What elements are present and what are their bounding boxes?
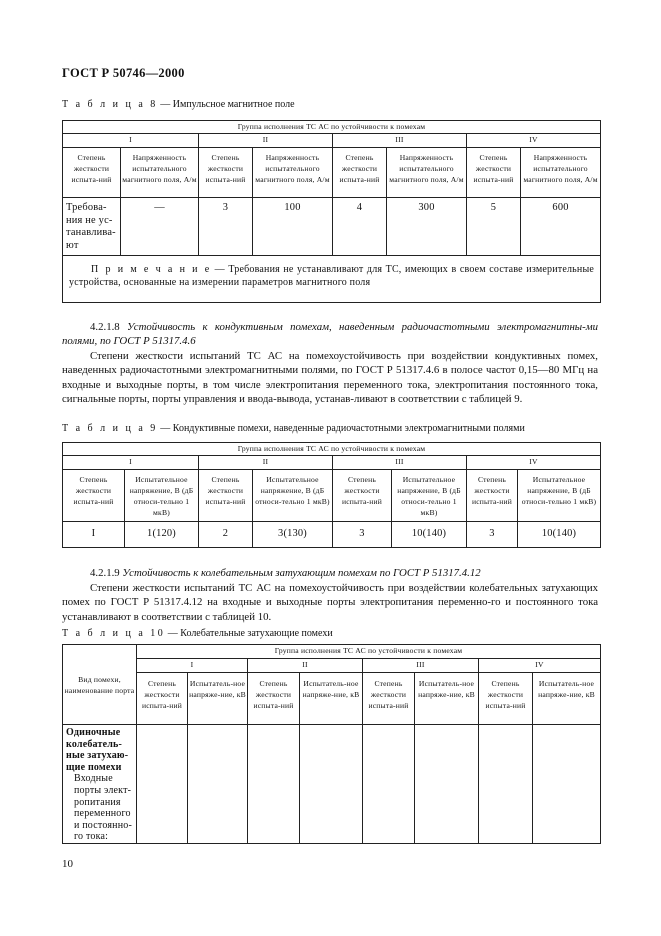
table10-col-value: Испытатель-ное напряже-ние, кВ bbox=[188, 673, 248, 725]
document-header: ГОСТ Р 50746—2000 bbox=[62, 66, 185, 80]
section-4218-title bbox=[62, 320, 598, 349]
table10-group-iv: IV bbox=[479, 659, 601, 673]
table8-row-label: Требова-ния не ус-танавлива-ют bbox=[63, 198, 121, 256]
table9-col-degree: Степень жесткости испыта-ний bbox=[467, 470, 518, 522]
table10-caption-title: — Колебательные затухающие помехи bbox=[165, 628, 333, 639]
table10-col-degree: Степень жесткости испыта-ний bbox=[248, 673, 300, 725]
table8-group-ii: II bbox=[199, 134, 333, 148]
table10-group-i: I bbox=[137, 659, 248, 673]
table8-col-value: Напряженность испытательного магнитного поля, А/м bbox=[521, 148, 601, 198]
table10-row-title: Одиночные колебатель-ные затухаю-щие помехи bbox=[66, 727, 129, 773]
table10-cell-empty bbox=[533, 725, 601, 844]
table8-cell: — bbox=[121, 198, 199, 256]
table10-cell-empty bbox=[415, 725, 479, 844]
table8-col-degree: Степень жесткости испыта-ний bbox=[63, 148, 121, 198]
table10-cell-empty bbox=[300, 725, 363, 844]
table10-caption bbox=[62, 628, 333, 639]
table8-caption-lead: Т а б л и ц а 8 bbox=[62, 99, 158, 110]
table10-cell-empty bbox=[248, 725, 300, 844]
table9-col-degree: Степень жесткости испыта-ний bbox=[333, 470, 392, 522]
section-4219-title bbox=[62, 566, 598, 580]
table10-row-subtitle: Входные порты элект-ропитания переменного и постоянно-го тока: bbox=[74, 773, 132, 843]
section-4218-text: Степени жесткости испытаний ТС АС на помехоустойчивость при воздействии кондуктивных помех, наведенных радиочастотными электромагнитными полями, по ГОСТ Р 51317.4.6 в полосе частот 0,15—80 МГц на входные и выходные порты, в том числе электропитания переменного тока, электропитания постоянного тока, сигнальные порты, порты управления и ввода-вывода, устанав-ливают в соответствии с таблицей 9. bbox=[62, 350, 598, 406]
table8-col-value: Напряженность испытательного магнитного поля, А/м bbox=[253, 148, 333, 198]
table9-group-iii: III bbox=[333, 456, 467, 470]
table9-cell: 3 bbox=[333, 522, 392, 548]
table9-group-i: I bbox=[63, 456, 199, 470]
table8-cell: 5 bbox=[467, 198, 521, 256]
table8-col-degree: Степень жесткости испыта-ний bbox=[333, 148, 387, 198]
table8-note-text: — Требования не устанавливают для ТС, имеющих в своем составе измерительные устройства, основанные на измерении параметров магнитного поля bbox=[69, 264, 595, 288]
section-4219-text: Степени жесткости испытаний ТС АС на помехоустойчивость при воздействии колебательных затухающих помех по ГОСТ Р 51317.4.12 на входные и выходные порты электропитания переменно-го и постоянного тока устанавливают в соответствии с таблицей 10. bbox=[62, 582, 598, 623]
table9-group-iv: IV bbox=[467, 456, 601, 470]
table9-col-value: Испытательное напряжение, В (дБ относи-тельно 1 мкВ) bbox=[392, 470, 467, 522]
table9-caption bbox=[62, 423, 525, 434]
table8-group-iii: III bbox=[333, 134, 467, 148]
table8-cell: 300 bbox=[387, 198, 467, 256]
table8-col-value: Напряженность испытательного магнитного поля, А/м bbox=[387, 148, 467, 198]
table9-col-degree: Степень жесткости испыта-ний bbox=[63, 470, 125, 522]
table8-group-iv: IV bbox=[467, 134, 601, 148]
table9-col-degree: Степень жесткости испыта-ний bbox=[199, 470, 253, 522]
table8-col-degree: Степень жесткости испыта-ний bbox=[199, 148, 253, 198]
table9-cell: 10(140) bbox=[518, 522, 601, 548]
table10-group-ii: II bbox=[248, 659, 363, 673]
section-4219-body bbox=[62, 581, 598, 624]
table9-col-value: Испытательное напряжение, В (дБ относи-тельно 1 мкВ) bbox=[518, 470, 601, 522]
table9-cell: 3(130) bbox=[253, 522, 333, 548]
table10-caption-lead: Т а б л и ц а 10 bbox=[62, 628, 166, 639]
table10-col-value: Испытатель-ное напряже-ние, кВ bbox=[533, 673, 601, 725]
table10 bbox=[62, 644, 601, 844]
table8-caption-title: — Импульсное магнитное поле bbox=[157, 99, 295, 110]
table10-cell-empty bbox=[479, 725, 533, 844]
table8-note-lead: П р и м е ч а н и е bbox=[91, 264, 212, 275]
table10-col-value: Испытатель-ное напряже-ние, кВ bbox=[300, 673, 363, 725]
table10-cell-empty bbox=[363, 725, 415, 844]
table9-cell: 1(120) bbox=[125, 522, 199, 548]
table8-group-header: Группа исполнения ТС АС по устойчивости к помехам bbox=[63, 121, 601, 134]
section-4219-number: 4.2.1.9 bbox=[90, 567, 120, 579]
table9-col-value: Испытательное напряжение, В (дБ относи-тельно 1 мкВ) bbox=[125, 470, 199, 522]
table10-group-header: Группа исполнения ТС АС по устойчивости к помехам bbox=[137, 645, 601, 659]
page-number: 10 bbox=[62, 858, 73, 870]
table8-caption bbox=[62, 99, 295, 110]
table9-caption-lead: Т а б л и ц а 9 bbox=[62, 423, 158, 434]
section-4219-heading: Устойчивость к колебательным затухающим помехам по ГОСТ Р 51317.4.12 bbox=[119, 567, 481, 579]
table10-row-head: Вид помехи, наименование порта bbox=[63, 645, 137, 725]
table9 bbox=[62, 442, 601, 548]
table9-cell: 3 bbox=[467, 522, 518, 548]
section-4218-heading: Устойчивость к кондуктивным помехам, наведенным радиочастотными электромагнитны-ми полями, по ГОСТ Р 51317.4.6 bbox=[62, 321, 598, 348]
table10-cell-empty bbox=[188, 725, 248, 844]
section-4218-body bbox=[62, 349, 598, 407]
table8-cell: 600 bbox=[521, 198, 601, 256]
table9-group-ii: II bbox=[199, 456, 333, 470]
table8-cell: 100 bbox=[253, 198, 333, 256]
table9-col-value: Испытательное напряжение, В (дБ относи-тельно 1 мкВ) bbox=[253, 470, 333, 522]
table8-group-i: I bbox=[63, 134, 199, 148]
table8-col-value: Напряженность испытательного магнитного поля, А/м bbox=[121, 148, 199, 198]
table8 bbox=[62, 120, 601, 303]
table8-col-degree: Степень жесткости испыта-ний bbox=[467, 148, 521, 198]
table10-col-degree: Степень жесткости испыта-ний bbox=[137, 673, 188, 725]
table10-group-iii: III bbox=[363, 659, 479, 673]
table10-cell-empty bbox=[137, 725, 188, 844]
table8-note bbox=[63, 256, 601, 303]
table9-cell: 2 bbox=[199, 522, 253, 548]
table9-caption-title: — Кондуктивные помехи, наведенные радиочастотными электромагнитными полями bbox=[157, 423, 525, 434]
table9-group-header: Группа исполнения ТС АС по устойчивости к помехам bbox=[63, 443, 601, 456]
table9-cell: 10(140) bbox=[392, 522, 467, 548]
table10-col-degree: Степень жесткости испыта-ний bbox=[479, 673, 533, 725]
table10-col-value: Испытатель-ное напряже-ние, кВ bbox=[415, 673, 479, 725]
table10-row-label bbox=[63, 725, 137, 844]
table8-cell: 3 bbox=[199, 198, 253, 256]
table10-col-degree: Степень жесткости испыта-ний bbox=[363, 673, 415, 725]
table8-cell: 4 bbox=[333, 198, 387, 256]
section-4218-number: 4.2.1.8 bbox=[90, 321, 120, 333]
table9-cell: I bbox=[63, 522, 125, 548]
